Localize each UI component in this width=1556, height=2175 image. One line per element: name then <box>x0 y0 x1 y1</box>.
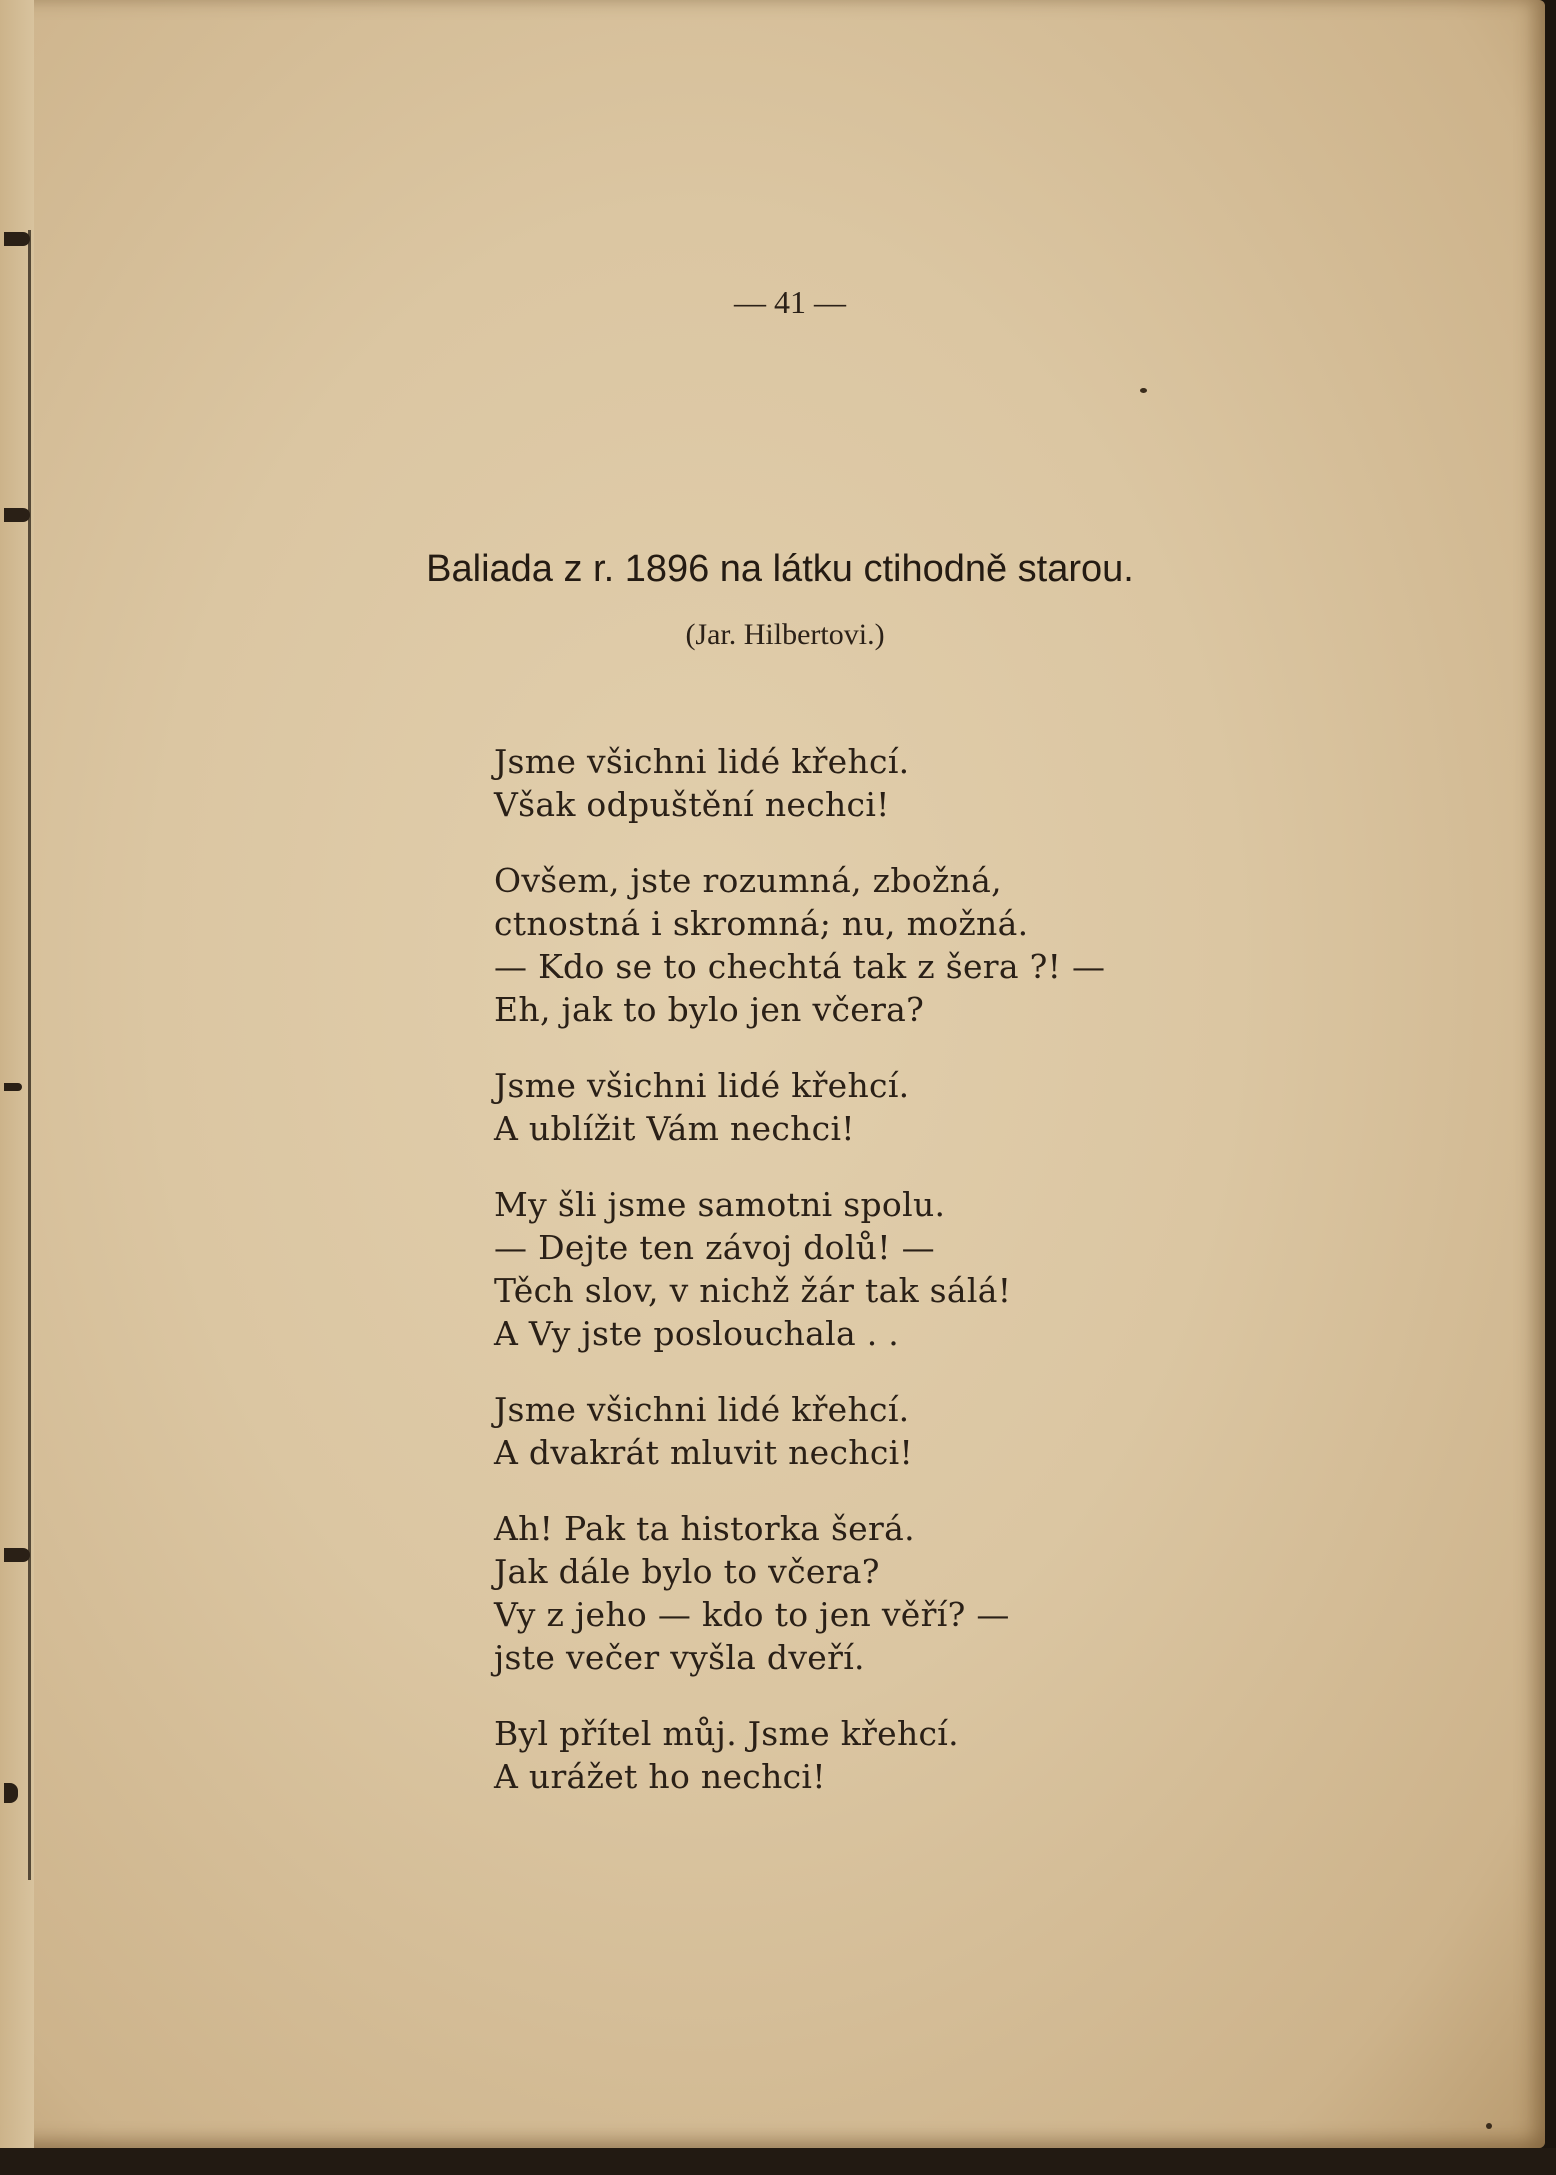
binding-thread <box>28 230 31 1880</box>
stanza <box>494 1064 1294 1150</box>
stanza <box>494 1388 1294 1474</box>
poem-line: Byl přítel můj. Jsme křehcí. <box>494 1714 959 1753</box>
poem-line: Jsme všichni lidé křehcí. <box>494 1390 910 1429</box>
paper-speck <box>1140 388 1147 393</box>
stanza <box>494 859 1294 1031</box>
binding-tab <box>4 232 30 246</box>
page-number: — 41 — <box>734 284 846 320</box>
poem-line: A ublížit Vám nechci! <box>494 1109 855 1148</box>
poem-line: A dvakrát mluvit nechci! <box>494 1433 914 1472</box>
poem-line: Jsme všichni lidé křehcí. <box>494 742 910 781</box>
stanza <box>494 1507 1294 1679</box>
stanza <box>494 1183 1294 1355</box>
poem-dedication: (Jar. Hilbertovi.) <box>685 618 885 651</box>
poem-title: Baliada z r. 1896 na látku ctihodně starou. <box>426 548 1134 590</box>
poem-line: Těch slov, v nichž žár tak sálá! <box>494 1271 1012 1310</box>
poem-line: Ah! Pak ta historka šerá. <box>494 1509 915 1548</box>
poem-body <box>494 740 1294 1831</box>
poem-line: Však odpuštění nechci! <box>494 785 890 824</box>
binding-tab <box>4 1783 18 1803</box>
poem-line: — Kdo se to chechtá tak z šera ?! — <box>494 947 1106 986</box>
poem-line: Eh, jak to bylo jen včera? <box>494 990 925 1029</box>
paper-speck <box>1486 2123 1492 2129</box>
binding-tab <box>4 1083 22 1091</box>
poem-line: A Vy jste poslouchala . . <box>494 1314 900 1353</box>
poem-line: ctnostná i skromná; nu, možná. <box>494 904 1029 943</box>
binding-tab <box>4 1548 30 1562</box>
poem-line: My šli jsme samotni spolu. <box>494 1185 946 1224</box>
stanza <box>494 740 1294 826</box>
poem-line: Ovšem, jste rozumná, zbožná, <box>494 861 1002 900</box>
binding-tab <box>4 508 30 522</box>
stanza <box>494 1712 1294 1798</box>
poem-line: Vy z jeho — kdo to jen věří? — <box>494 1595 1010 1634</box>
poem-line: Jak dále bylo to včera? <box>494 1552 880 1591</box>
poem-line: A urážet ho nechci! <box>494 1757 826 1796</box>
poem-line: — Dejte ten závoj dolů! — <box>494 1228 935 1267</box>
scan-bottom-edge <box>0 2148 1556 2175</box>
poem-line: jste večer vyšla dveří. <box>494 1638 865 1677</box>
poem-line: Jsme všichni lidé křehcí. <box>494 1066 910 1105</box>
